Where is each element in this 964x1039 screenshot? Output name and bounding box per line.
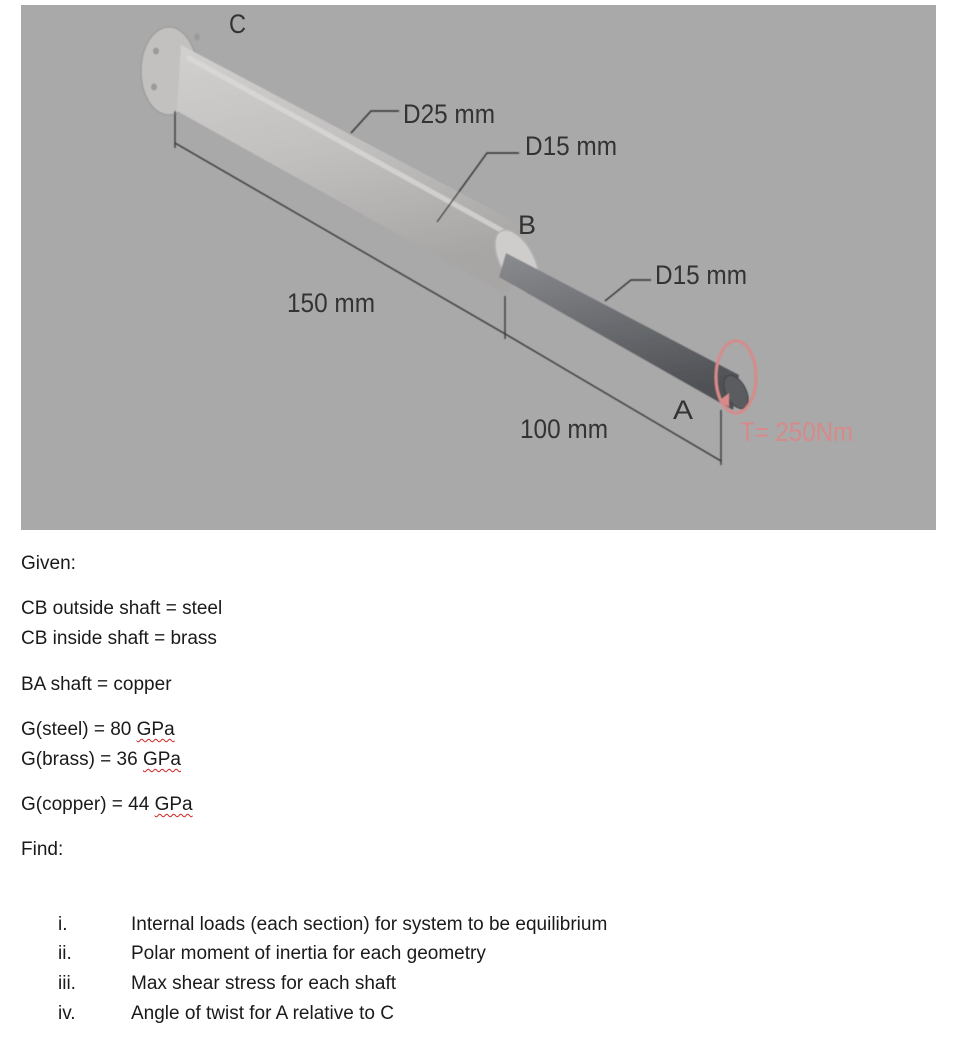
g-steel-unit: GPa: [136, 719, 175, 740]
given-g-copper: [21, 794, 193, 816]
flange-bolt: [194, 34, 200, 41]
label-100: 100 mm: [520, 414, 608, 444]
g-steel-text: G(steel) = 80: [21, 719, 137, 740]
list-item-text: Angle of twist for A relative to C: [131, 1003, 394, 1024]
shaft-figure: [21, 5, 936, 530]
list-item-number: iii.: [58, 973, 76, 994]
label-a: A: [673, 395, 693, 425]
label-d15-inner: D15 mm: [525, 131, 617, 161]
given-g-steel: [21, 719, 175, 741]
label-d15-ba: D15 mm: [655, 260, 747, 290]
label-torque: T= 250Nm: [740, 417, 853, 447]
list-item-text: Max shear stress for each shaft: [131, 973, 397, 994]
g-brass-unit: GPa: [142, 749, 181, 770]
given-cb-outside: CB outside shaft = steel: [21, 598, 223, 619]
label-d25: D25 mm: [403, 99, 495, 129]
list-item-number: i.: [58, 914, 68, 935]
flange-bolt: [151, 84, 157, 91]
g-brass-text: G(brass) = 36: [21, 749, 143, 770]
shaft-diagram: [21, 5, 936, 530]
list-item-number: iv.: [58, 1003, 76, 1024]
g-copper-unit: GPa: [154, 794, 193, 815]
given-g-brass: [21, 749, 181, 771]
list-item-text: Polar moment of inertia for each geometry: [131, 943, 486, 964]
flange-bolt: [153, 48, 159, 55]
given-cb-inside: CB inside shaft = brass: [21, 628, 217, 649]
label-b: B: [518, 210, 536, 240]
list-item-number: ii.: [58, 943, 72, 964]
label-c: C: [229, 9, 246, 39]
label-150: 150 mm: [287, 288, 375, 318]
find-heading: Find:: [21, 839, 64, 860]
given-ba-shaft: BA shaft = copper: [21, 674, 172, 695]
g-copper-text: G(copper) = 44: [21, 794, 155, 815]
list-item-text: Internal loads (each section) for system to be equilibrium: [131, 914, 608, 935]
given-heading: Given:: [21, 553, 76, 574]
